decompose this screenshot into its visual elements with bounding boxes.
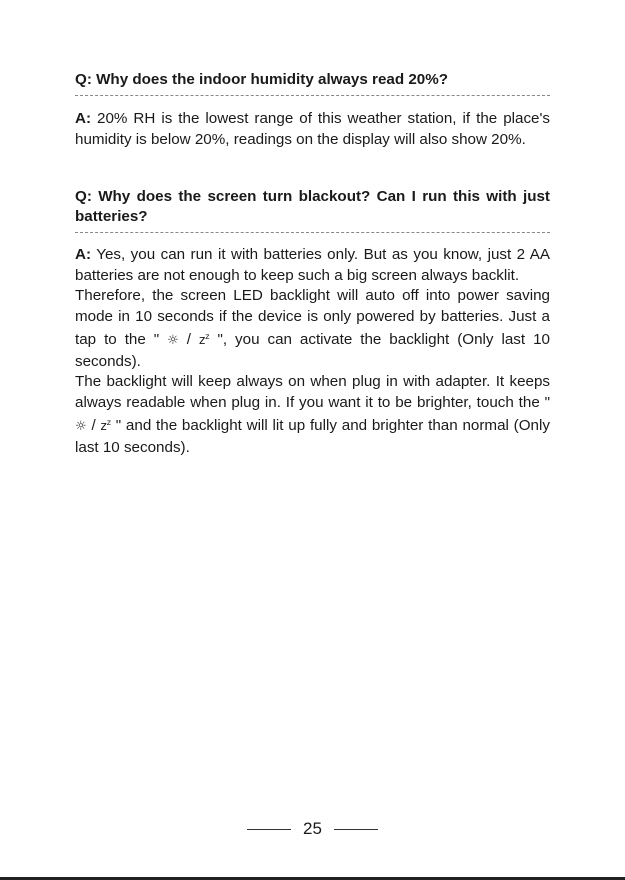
answer-paragraph-2: [75, 286, 550, 372]
faq-item-blackout: [75, 187, 550, 458]
answer-text: 20% RH is the lowest range of this weather station, if the place's humidity is below 20%, readings on the display will also show 20%.: [75, 110, 550, 148]
answer-text: Therefore, the screen LED backlight will auto off into power saving mode in 10 seconds if the device is only powered by batteries. Just a tap to the ": [75, 287, 550, 348]
answer-text: ", you can activate the backlight (Only last 10 seconds).: [75, 331, 550, 370]
answer-text: Yes, you can run it with batteries only. But as you know, just 2 AA batteries are not enough to keep such a big screen always backlit.: [75, 246, 550, 284]
answer-text: " and the backlight will lit up fully and brighter than normal (Only last 10 seconds).: [75, 417, 550, 456]
dashed-divider: [75, 232, 550, 233]
faq-item-humidity: [75, 70, 550, 150]
answer-text: The backlight will keep always on when plug in with adapter. It keeps always readable when plug in. If you want it to be brighter, touch the ": [75, 373, 550, 411]
page-number: 25: [303, 819, 322, 838]
question-blackout: Q: Why does the screen turn blackout? Can I run this with just batteries?: [75, 188, 550, 225]
answer-paragraph-3: [75, 372, 550, 458]
answer-prefix: A:: [75, 246, 92, 263]
footer-rule-right: [334, 829, 378, 830]
question-humidity: Q: Why does the indoor humidity always read 20%?: [75, 71, 449, 88]
answer-paragraph-1: [75, 245, 550, 286]
light-snooze-icon: ☼ / $z^z$: [75, 417, 111, 434]
page-footer: [0, 818, 625, 840]
answer-prefix: A:: [75, 110, 92, 127]
light-snooze-icon: ☼ / $z^z$: [167, 331, 210, 348]
footer-rule-left: [247, 829, 291, 830]
dashed-divider: [75, 95, 550, 96]
answer-humidity: [75, 109, 550, 150]
answer-blackout: [75, 245, 550, 458]
manual-page: [75, 0, 550, 880]
